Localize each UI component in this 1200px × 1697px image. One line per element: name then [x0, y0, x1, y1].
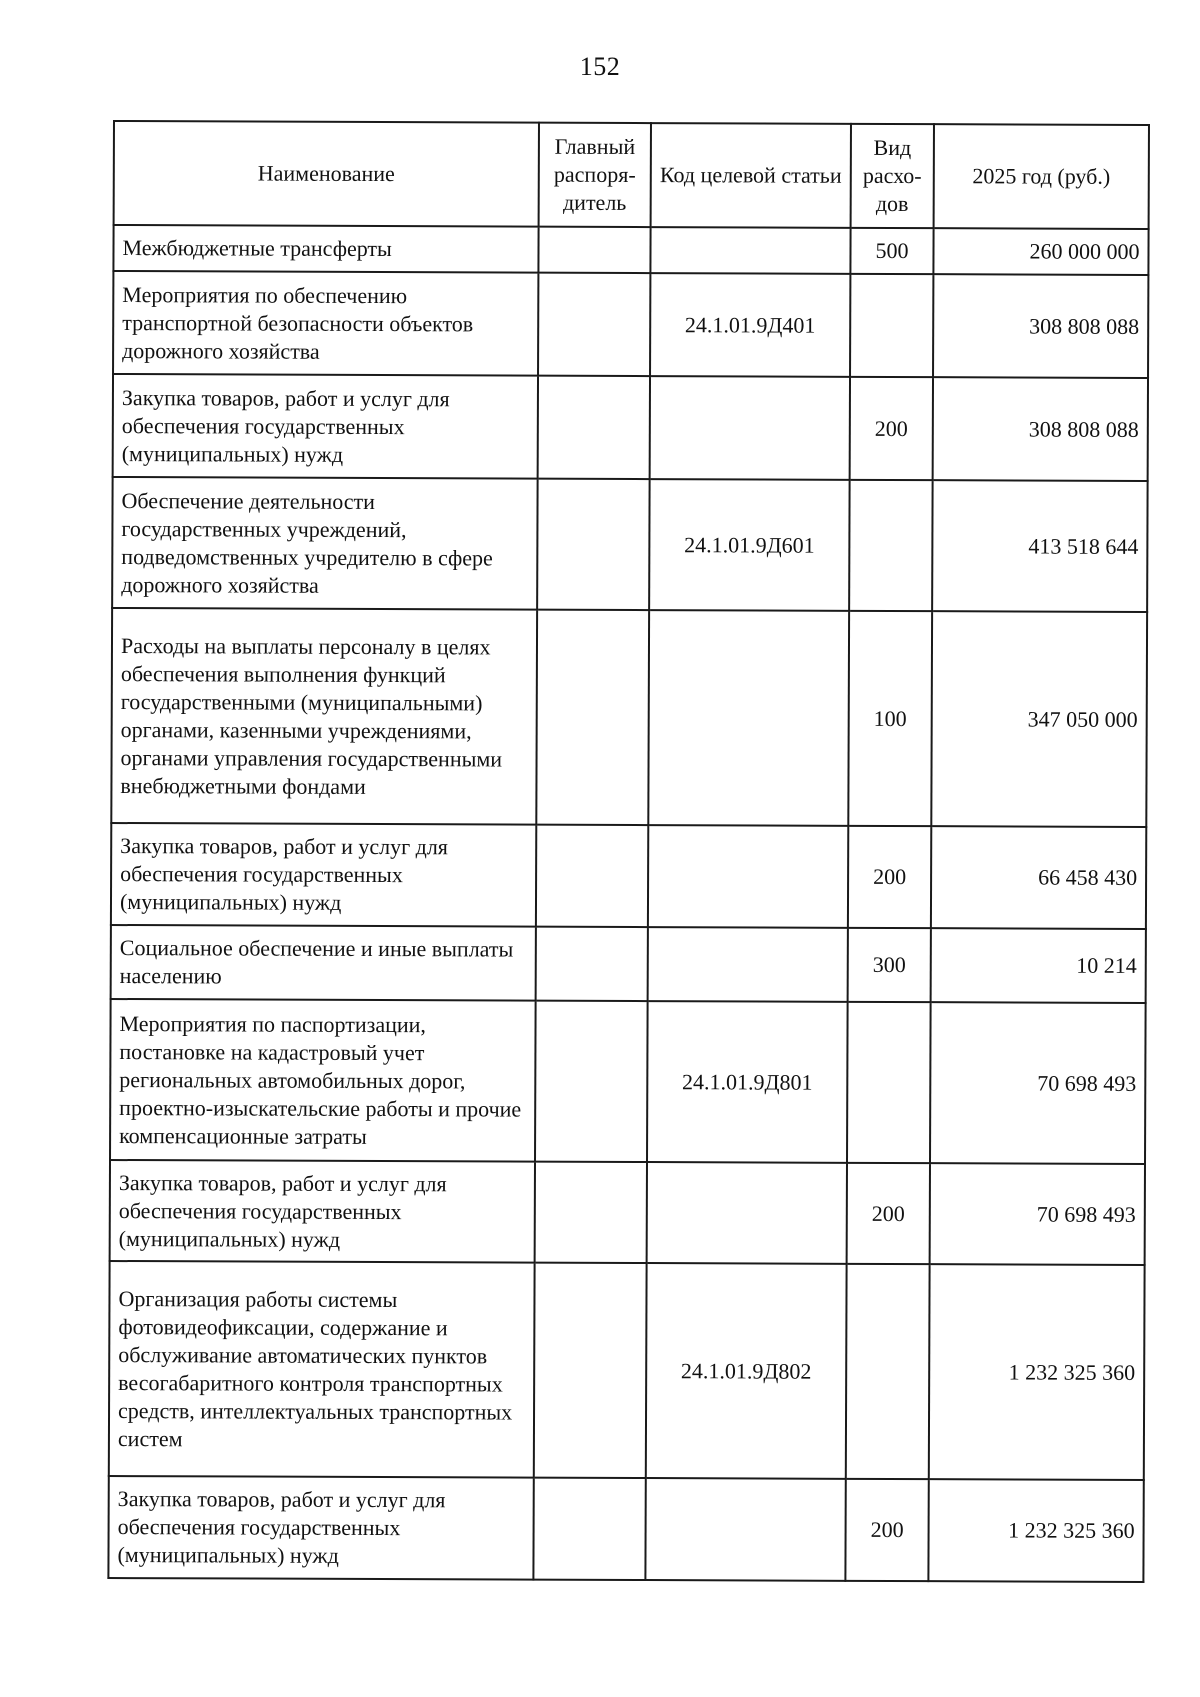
row-name: Обеспечение деятельности государственных учреждений, подведомственных учредителю в сфере дорожного хозяйства: [112, 477, 537, 610]
row-vid: 300: [848, 928, 931, 1002]
row-amount: 308 808 088: [933, 377, 1148, 481]
row-name: Социальное обеспечение и иные выплаты населению: [111, 925, 536, 1001]
row-name: Закупка товаров, работ и услуг для обеспечения государственных (муниципальных) нужд: [108, 1476, 533, 1580]
table-row: [111, 925, 1146, 1003]
table-row: [113, 271, 1148, 378]
row-grbs: [538, 376, 650, 479]
row-grbs: [534, 1263, 647, 1478]
row-name: Организация работы системы фотовидеофиксации, содержание и обслуживание автоматических пунктов весогабаритного контроля транспортных средств, интеллектуальных транспортных систем: [109, 1261, 535, 1478]
row-amount: 1 232 325 360: [929, 1264, 1145, 1480]
row-name: Закупка товаров, работ и услуг для обеспечения государственных (муниципальных) нужд: [113, 374, 538, 479]
row-vid: 200: [850, 377, 933, 480]
row-code: [648, 610, 849, 826]
row-grbs: [537, 479, 650, 610]
row-code: [645, 1478, 845, 1581]
row-amount: 10 214: [931, 928, 1146, 1003]
row-code: 24.1.01.9Д401: [650, 273, 850, 377]
row-amount: 70 698 493: [930, 1002, 1146, 1164]
row-amount: 347 050 000: [931, 611, 1147, 827]
row-code: [648, 825, 848, 928]
row-grbs: [535, 1001, 648, 1162]
header-code: Код целевой статьи: [651, 123, 851, 228]
table-header-row: [114, 121, 1149, 229]
row-code: [648, 927, 848, 1002]
row-grbs: [536, 927, 648, 1001]
table-row: [113, 225, 1148, 275]
row-code: [650, 227, 850, 274]
row-name: Закупка товаров, работ и услуг для обеспечения государственных (муниципальных) нужд: [110, 1160, 535, 1263]
row-code: 24.1.01.9Д601: [649, 479, 850, 611]
header-amount: 2025 год (руб.): [934, 124, 1149, 229]
row-name: Расходы на выплаты персоналу в целях обеспечения выполнения функций государственными (муниципальными) органами, казенными учреждениями, органами управления государственными внебюджетными фондами: [111, 608, 537, 825]
row-amount: 308 808 088: [933, 274, 1148, 378]
row-vid: [850, 274, 933, 377]
row-vid: [847, 1002, 931, 1163]
table-row: [109, 1261, 1145, 1480]
row-grbs: [535, 1162, 647, 1263]
table-row: [113, 374, 1148, 481]
table-row: [110, 999, 1146, 1164]
row-grbs: [538, 227, 650, 273]
header-vid: Вид расхо-дов: [851, 124, 934, 228]
row-amount: 70 698 493: [930, 1163, 1145, 1265]
row-code: 24.1.01.9Д801: [647, 1001, 848, 1163]
header-name: Наименование: [114, 121, 539, 227]
row-vid: 100: [848, 611, 932, 826]
row-grbs: [533, 1478, 645, 1580]
row-amount: 1 232 325 360: [928, 1479, 1143, 1582]
row-code: [647, 1162, 847, 1264]
row-amount: 66 458 430: [931, 826, 1146, 929]
row-vid: 200: [847, 1163, 930, 1264]
row-vid: 500: [850, 228, 933, 274]
row-name: Межбюджетные трансферты: [113, 225, 538, 273]
table-row: [112, 477, 1147, 612]
row-name: Мероприятия по обеспечению транспортной безопасности объектов дорожного хозяйства: [113, 271, 538, 376]
table-row: [110, 1160, 1145, 1265]
row-grbs: [536, 825, 648, 927]
page-number: 152: [579, 52, 621, 81]
row-name: Закупка товаров, работ и услуг для обеспечения государственных (муниципальных) нужд: [111, 823, 536, 927]
row-vid: 200: [845, 1479, 928, 1581]
row-code: 24.1.01.9Д802: [646, 1263, 847, 1479]
table-row: [111, 823, 1146, 929]
table-row: [108, 1476, 1143, 1582]
budget-table: [107, 120, 1150, 1583]
row-vid: 200: [848, 826, 931, 928]
row-amount: 260 000 000: [933, 228, 1148, 275]
row-grbs: [538, 273, 650, 376]
header-grbs: Главный распоря-дитель: [539, 123, 651, 227]
row-vid: [846, 1264, 930, 1479]
row-name: Мероприятия по паспортизации, постановке на кадастровый учет региональных автомобильных дорог, проектно-изыскательские работы и прочие компенсационные затраты: [110, 999, 536, 1162]
row-vid: [849, 480, 933, 611]
row-amount: 413 518 644: [932, 480, 1148, 612]
row-code: [650, 376, 850, 480]
row-grbs: [536, 610, 649, 825]
table-row: [111, 608, 1147, 827]
